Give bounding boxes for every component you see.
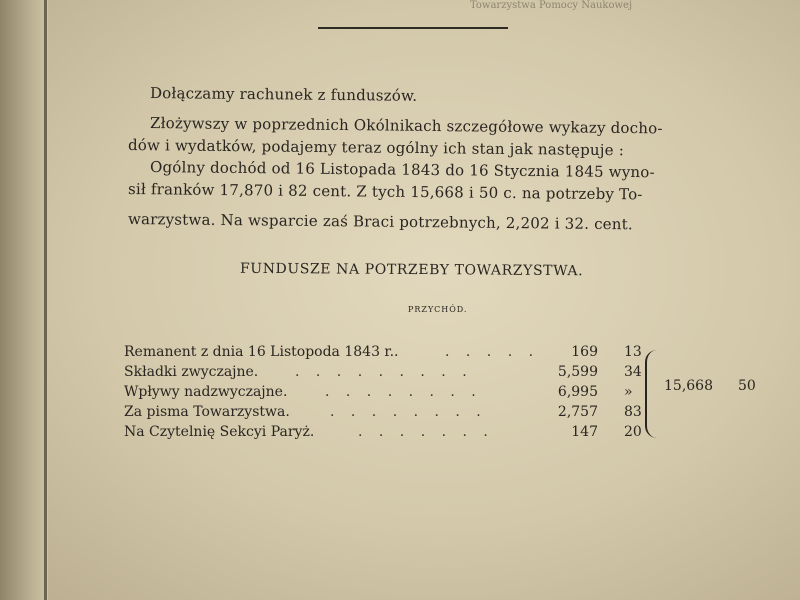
- ledger-francs: 5,599: [557, 364, 598, 380]
- ledger-cents: 13: [624, 344, 642, 360]
- ledger-label: Za pisma Towarzystwa.: [124, 404, 290, 420]
- ledger-francs: 2,757: [557, 404, 598, 420]
- paragraph-3-line-3: warzystwa. Na wsparcie zaś Braci potrzebnych, 2,202 i 32. cent.: [127, 210, 633, 234]
- ledger-row: [0, 404, 800, 424]
- ledger-francs: 169: [571, 344, 598, 360]
- ledger-dots: . . . . . . . .: [325, 384, 482, 400]
- paragraph-3-line-1: Ogólny dochód od 16 Listopada 1843 do 16 Stycznia 1845 wyno-: [149, 158, 655, 182]
- spine-edge: [44, 0, 47, 600]
- ledger-label: Remanent z dnia 16 Listopoda 1843 r..: [124, 344, 399, 360]
- ledger-label: Wpływy nadzwyczajne.: [124, 384, 288, 400]
- ledger-cents: 34: [624, 364, 642, 380]
- paragraph-2-line-1: Złożywszy w poprzednich Okólnikach szczegółowe wykazy docho-: [149, 114, 663, 138]
- paragraph-intro: Dołączamy rachunek z funduszów.: [149, 84, 418, 105]
- section-subtitle: PRZYCHÓD.: [408, 305, 468, 314]
- running-head: Towarzystwa Pomocy Naukowej: [470, 0, 633, 11]
- book-spine: [0, 0, 48, 600]
- paragraph-2-line-2: dów i wydatków, podajemy teraz ogólny ich stan jak następuje :: [127, 136, 625, 160]
- ledger-cents: 83: [624, 404, 642, 420]
- ledger-label: Na Czytelnię Sekcyi Paryż.: [124, 424, 315, 440]
- curly-brace: [645, 350, 659, 438]
- section-title: FUNDUSZE NA POTRZEBY TOWARZYSTWA.: [239, 260, 584, 280]
- total-francs: 15,668: [664, 378, 713, 394]
- ledger-francs: 6,995: [557, 384, 598, 400]
- ledger-row: [0, 344, 800, 364]
- ledger-dots: . . . . . . .: [358, 424, 494, 440]
- ledger-row: [0, 424, 800, 444]
- ledger-dots: . . . . . . . .: [330, 404, 487, 420]
- ledger-cents: »: [624, 384, 633, 400]
- total-cents: 50: [738, 378, 756, 394]
- paragraph-3-line-2: sił franków 17,870 i 82 cent. Z tych 15,668 i 50 c. na potrzeby To-: [127, 180, 643, 204]
- ledger-dots: . . . . .: [445, 344, 540, 360]
- ledger-cents: 20: [624, 424, 642, 440]
- ledger-francs: 147: [571, 424, 598, 440]
- ledger-dots: . . . . . . . . .: [295, 364, 473, 380]
- ledger-label: Składki zwyczajne.: [124, 364, 259, 380]
- header-rule: [318, 27, 508, 29]
